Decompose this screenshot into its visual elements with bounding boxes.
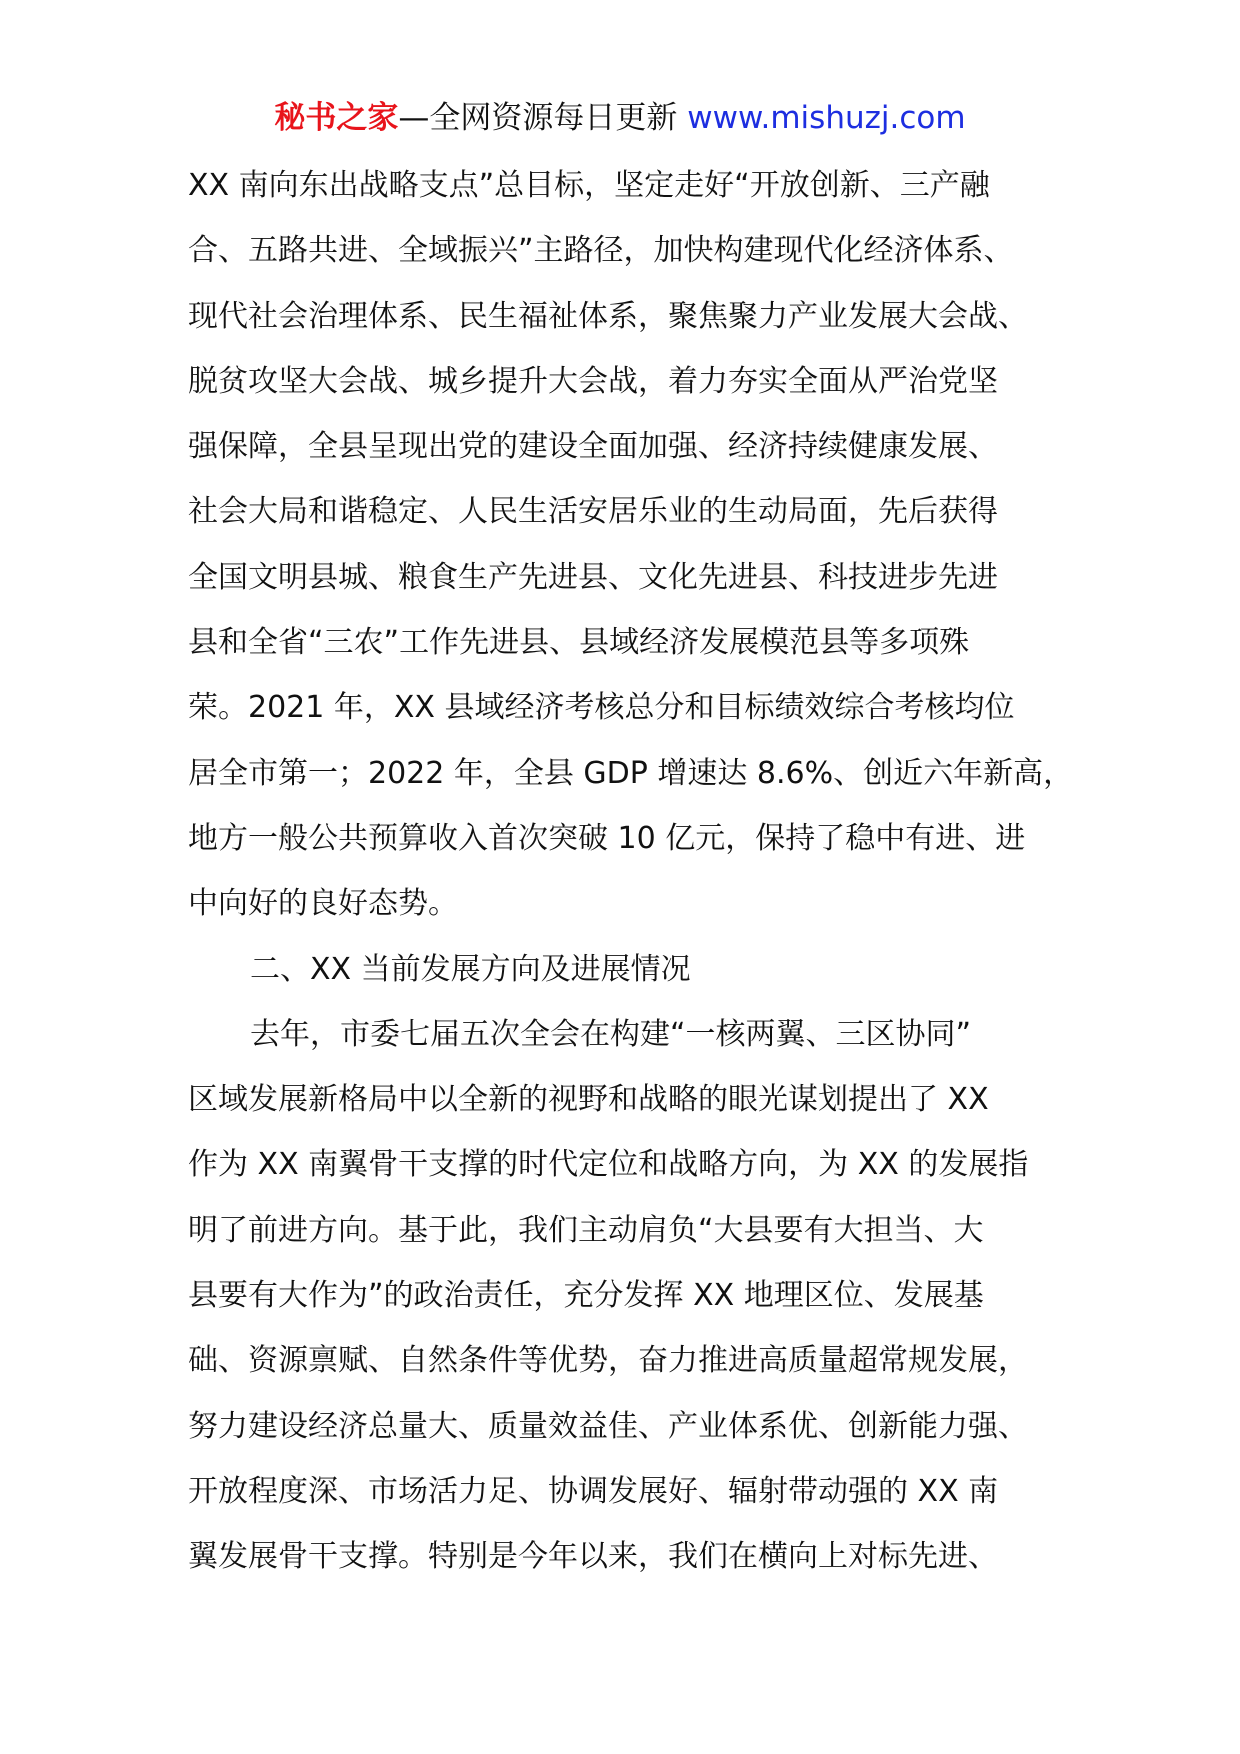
site-header (0, 98, 1240, 138)
text-line: 明了前进方向。基于此，我们主动肩负“大县要有大担当、大 (188, 1212, 984, 1248)
text-line: 强保障，全县呈现出党的建设全面加强、经济持续健康发展、 (188, 429, 998, 465)
text-line: 中向好的良好态势。 (188, 886, 458, 922)
text-line: 开放程度深、市场活力足、协调发展好、辐射带动强的 XX 南 (188, 1473, 999, 1509)
document-body (188, 166, 1108, 1603)
text-line: 荣。2021 年，XX 县域经济考核总分和目标绩效综合考核均位 (188, 690, 1015, 726)
text-line: 社会大局和谐稳定、人民生活安居乐业的生动局面，先后获得 (188, 494, 998, 530)
text-line: 翼发展骨干支撑。特别是今年以来，我们在横向上对标先进、 (188, 1539, 998, 1575)
section-heading: 二、XX 当前发展方向及进展情况 (250, 951, 691, 987)
text-line: 脱贫攻坚大会战、城乡提升大会战，着力夯实全面从严治党坚 (188, 363, 998, 399)
text-line: XX 南向东出战略支点”总目标，坚定走好“开放创新、三产融 (188, 168, 990, 203)
site-url-link[interactable]: www.mishuzj.com (687, 100, 966, 136)
text-line: 县和全省“三农”工作先进县、县域经济发展模范县等多项殊 (188, 625, 970, 661)
text-line: 居全市第一；2022 年，全县 GDP 增速达 8.6%、创近六年新高， (188, 755, 1074, 791)
site-tagline: —全网资源每日更新 (398, 100, 688, 136)
text-line: 地方一般公共预算收入首次突破 10 亿元，保持了稳中有进、进 (188, 820, 1026, 856)
text-line: 现代社会治理体系、民生福祉体系，聚焦聚力产业发展大会战、 (188, 298, 1028, 334)
text-line: 础、资源禀赋、自然条件等优势，奋力推进高质量超常规发展， (188, 1343, 1028, 1379)
text-line: 县要有大作为”的政治责任，充分发挥 XX 地理区位、发展基 (188, 1278, 984, 1314)
paragraph-first-line: 去年，市委七届五次全会在构建“一核两翼、三区协同” (250, 1016, 972, 1052)
text-line: 合、五路共进、全域振兴”主路径，加快构建现代化经济体系、 (188, 233, 1014, 269)
text-line: 全国文明县城、粮食生产先进县、文化先进县、科技进步先进 (188, 559, 998, 595)
text-line: 努力建设经济总量大、质量效益佳、产业体系优、创新能力强、 (188, 1408, 1028, 1444)
text-line: 区域发展新格局中以全新的视野和战略的眼光谋划提出了 XX (188, 1082, 989, 1118)
site-brand: 秘书之家 (274, 100, 399, 136)
text-line: 作为 XX 南翼骨干支撑的时代定位和战略方向，为 XX 的发展指 (188, 1147, 1029, 1183)
